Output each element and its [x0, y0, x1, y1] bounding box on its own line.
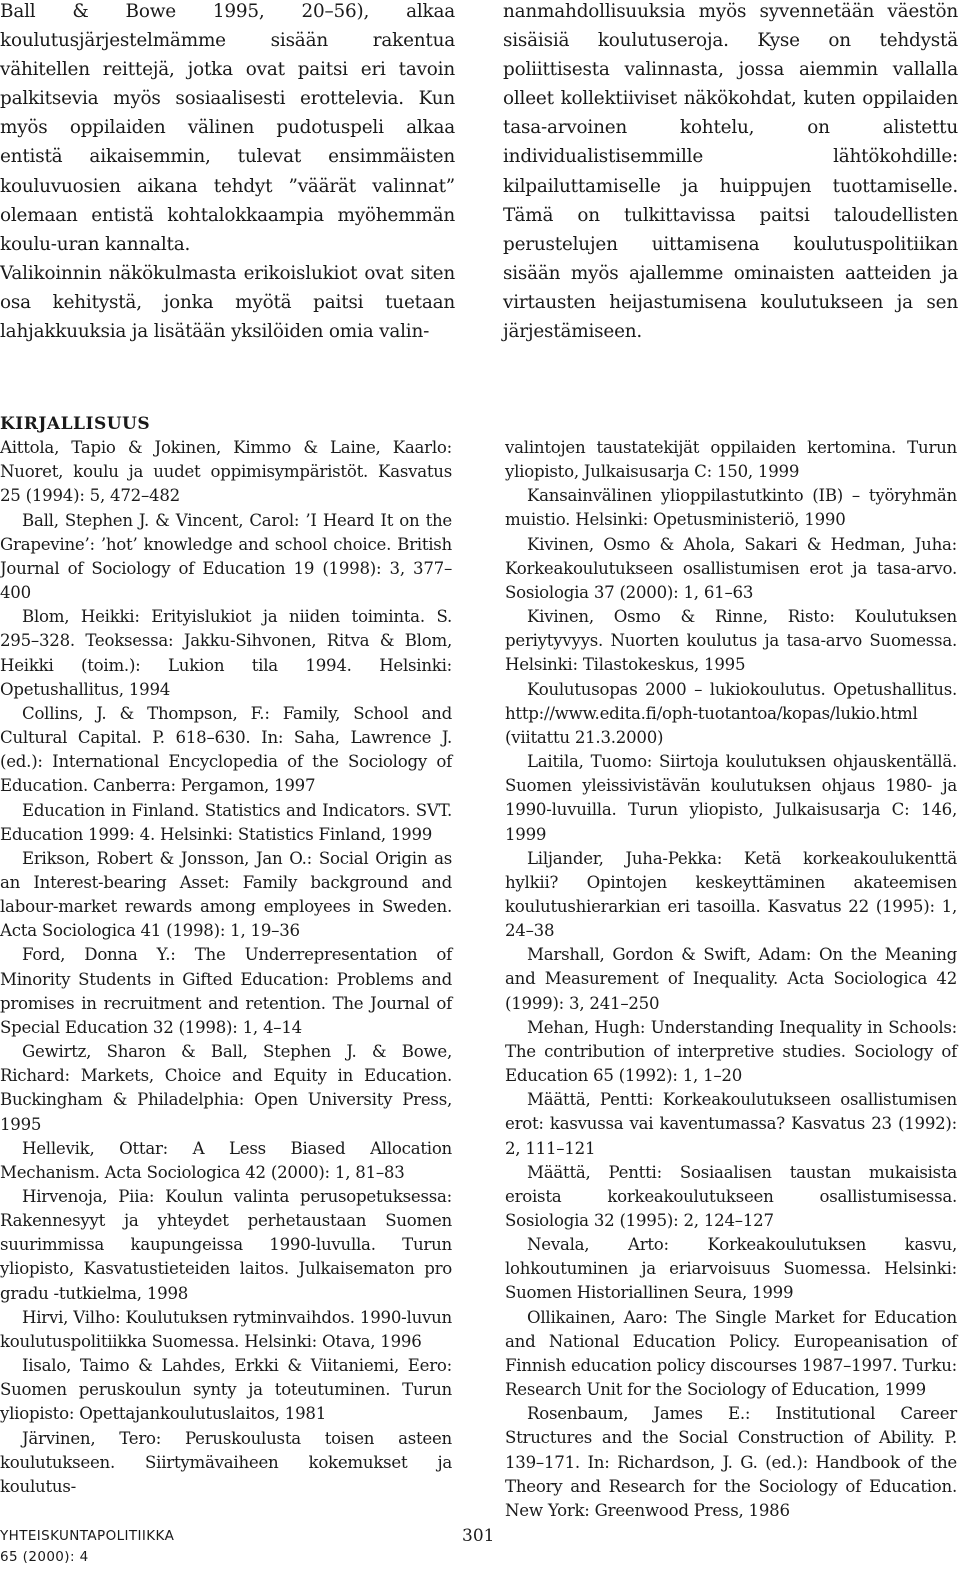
reference-entry: Aittola, Tapio & Jokinen, Kimmo & Laine, Kaarlo: Nuoret, koulu ja uudet oppimisympäristöt. Kasvatus 25 (1994): 5, 472–482 — [0, 438, 452, 506]
reference-entry: Hirvenoja, Piia: Koulun valinta perusopetuksessa: Rakennesyyt ja yhteydet perhetaustaan Suomen suurimmissa kaupungeissa 1990-luvulla. Turun yliopisto, Kasvatustieteiden laitos. Julkaisematon pro gradu -tutkielma, 1998 — [0, 1187, 452, 1303]
reference-entry: Education in Finland. Statistics and Indicators. SVT. Education 1999: 4. Helsinki: Statistics Finland, 1999 — [0, 800, 452, 844]
reference-entry: Kivinen, Osmo & Ahola, Sakari & Hedman, Juha: Korkeakoulutukseen osallistumisen erot ja tasa-arvo. Sosiologia 37 (2000): 1, 61–63 — [505, 534, 957, 602]
body-paragraph: nanmahdollisuuksia myös syvennetään väestön sisäisiä koulutuseroja. Kyse on tehdystä poliittisesta valinnasta, jossa aiemmin vallalla olleet kollektiiviset näkökohdat, kuten oppilaiden tasa-arvoinen kohtelu, on alistettu individualistisemmille lähtökohdille: kilpailuttamiselle ja huippujen tuottamiselle. Tämä on tulkittavissa paitsi taloudellisten perustelujen uittamisena koulutuspolitiikan sisään myös ajallemme ominaisten aatteiden ja virtausten heijastumisena koulutukseen ja sen järjestämiseen. — [503, 1, 958, 343]
reference-entry: Nevala, Arto: Korkeakoulutuksen kasvu, lohkoutuminen ja eriarvoisuus Suomessa. Helsinki: Suomen Historiallinen Seura, 1999 — [505, 1235, 957, 1303]
reference-entry: Hirvi, Vilho: Koulutuksen rytminvaihdos. 1990-luvun koulutuspolitiikka Suomessa. Helsinki: Otava, 1996 — [0, 1307, 452, 1351]
references-heading: KIRJALLISUUS — [0, 414, 151, 434]
journal-issue: 65 (2000): 4 — [0, 1549, 89, 1565]
reference-entry: Määttä, Pentti: Korkeakoulutukseen osallistumisen erot: kasvussa vai kaventumassa? Kasvatus 23 (1992): 2, 111–121 — [505, 1090, 957, 1158]
reference-entry: Blom, Heikki: Erityislukiot ja niiden toiminta. S. 295–328. Teoksessa: Jakku-Sihvonen, Ritva & Blom, Heikki (toim.): Lukion tila 1994. Helsinki: Opetushallitus, 1994 — [0, 607, 452, 699]
reference-entry: Iisalo, Taimo & Lahdes, Erkki & Viitaniemi, Eero: Suomen peruskoulun synty ja toteutuminen. Turun yliopisto: Opettajankoulutuslaitos, 1981 — [0, 1356, 452, 1424]
reference-entry: Ball, Stephen J. & Vincent, Carol: ’I Heard It on the Grapevine’: ’hot’ knowledge and school choice. British Journal of Sociology of Education 19 (1998): 3, 377–400 — [0, 510, 452, 603]
reference-entry: Erikson, Robert & Jonsson, Jan O.: Social Origin as an Interest-bearing Asset: Family background and labour-market rewards among employees in Sweden. Acta Sociologica 41 (1998): 1, 19–36 — [0, 848, 452, 941]
reference-entry: Marshall, Gordon & Swift, Adam: On the Meaning and Measurement of Inequality. Acta Sociologica 42 (1999): 3, 241–250 — [505, 945, 957, 1013]
reference-entry: Liljander, Juha-Pekka: Ketä korkeakoulukenttä hylkii? Opintojen keskeyttäminen akateemisen koulutushierarkian eri tasoilla. Kasvatus 22 (1995): 1, 24–38 — [505, 848, 957, 941]
body-text-left-column — [0, 0, 455, 346]
references-right-column — [505, 436, 957, 1523]
reference-entry: Ford, Donna Y.: The Underrepresentation of Minority Students in Gifted Education: Problems and promises in recruitment and retention. The Journal of Special Education 32 (1998): 1, 4–14 — [0, 945, 452, 1037]
reference-entry: Mehan, Hugh: Understanding Inequality in Schools: The contribution of interpretive studies. Sociology of Education 65 (1992): 1, 1–20 — [505, 1017, 957, 1086]
reference-entry: Määttä, Pentti: Sosiaalisen taustan mukaisista eroista korkeakoulutukseen osallistumisessa. Sosiologia 32 (1995): 2, 124–127 — [505, 1162, 957, 1230]
reference-entry: Koulutusopas 2000 – lukiokoulutus. Opetushallitus. http://www.edita.fi/oph-tuotantoa/kopas/lukio.html (viitattu 21.3.2000) — [505, 679, 957, 747]
reference-entry: Kivinen, Osmo & Rinne, Risto: Koulutuksen periytyvyys. Nuorten koulutus ja tasa-arvo Suomessa. Helsinki: Tilastokeskus, 1995 — [505, 607, 957, 675]
reference-entry-continuation: valintojen taustatekijät oppilaiden kertomina. Turun yliopisto, Julkaisusarja C: 150, 1999 — [505, 438, 957, 482]
body-paragraph: Valikoinnin näkökulmasta erikoislukiot ovat siten osa kehitystä, jonka myötä paitsi tuetaan lahjakkuuksia ja lisätään yksilöiden omia valin- — [0, 262, 455, 343]
reference-entry: Kansainvälinen ylioppilastutkinto (IB) – työryhmän muistio. Helsinki: Opetusministeriö, 1990 — [505, 486, 957, 530]
reference-entry: Rosenbaum, James E.: Institutional Career Structures and the Social Construction of Ability. P. 139–171. In: Richardson, J. G. (ed.): Handbook of the Theory and Research for the Sociology of Education. New York: Greenwood Press, 1986 — [505, 1404, 957, 1520]
reference-entry: Hellevik, Ottar: A Less Biased Allocation Mechanism. Acta Sociologica 42 (2000): 1, 81–83 — [0, 1138, 452, 1182]
reference-entry: Gewirtz, Sharon & Ball, Stephen J. & Bowe, Richard: Markets, Choice and Equity in Education. Buckingham & Philadelphia: Open University Press, 1995 — [0, 1042, 452, 1134]
body-text-right-column — [503, 0, 958, 346]
reference-entry: Ollikainen, Aaro: The Single Market for Education and National Education Policy. Europeanisation of Finnish education policy discourses 1987–1997. Turku: Research Unit for the Sociology of Education, 1999 — [505, 1307, 957, 1400]
page-number: 301 — [462, 1526, 495, 1546]
journal-name: YHTEISKUNTAPOLITIIKKA — [0, 1528, 175, 1544]
reference-entry: Laitila, Tuomo: Siirtoja koulutuksen ohjauskentällä. Suomen yleissivistävän koulutuksen ohjaus 1980- ja 1990-luvuilla. Turun yliopisto, Julkaisusarja C: 146, 1999 — [505, 752, 957, 844]
reference-entry: Collins, J. & Thompson, F.: Family, School and Cultural Capital. P. 618–630. In: Saha, Lawrence J. (ed.): International Encyclopedia of the Sociology of Education. Canberra: Pergamon, 1997 — [0, 703, 452, 796]
body-paragraph: Ball & Bowe 1995, 20–56), alkaa koulutusjärjestelmämme sisään rakentua vähitellen reittejä, jotka ovat paitsi eri tavoin palkitsevia myös sosiaalisesti erottelevia. Kun myös oppilaiden välinen pudotuspeli alkaa entistä aikaisemmin, tulevat ensimmäisten kouluvuosien aikana tehdyt ”väärät valinnat” olemaan entistä kohtalokkaampia myöhemmän koulu-uran kannalta. — [0, 1, 455, 255]
references-left-column — [0, 412, 452, 1499]
footer-journal-info — [0, 1526, 174, 1568]
reference-entry: Järvinen, Tero: Peruskoulusta toisen asteen koulutukseen. Siirtymävaiheen kokemukset ja koulutus- — [0, 1428, 452, 1496]
